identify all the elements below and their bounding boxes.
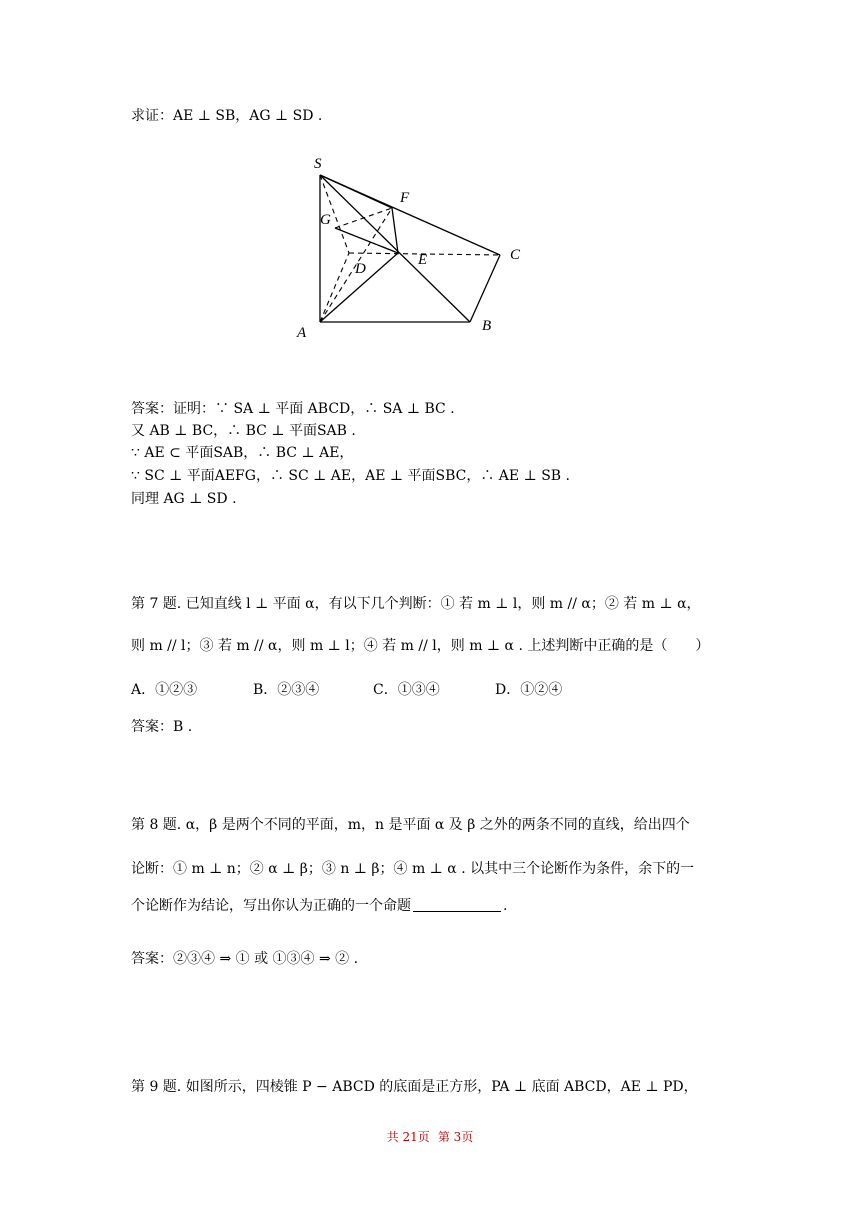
label-a: A: [297, 325, 307, 341]
label-g: G: [320, 212, 331, 228]
answer6-line5: 同理 AG ⊥ SD .: [131, 491, 237, 507]
q8-line3-end: .: [503, 898, 508, 914]
q8-answer: 答案：②③④ ⇒ ① 或 ①③④ ⇒ ② .: [131, 951, 359, 967]
answer-blank: [413, 897, 501, 912]
q8-line3: [131, 896, 507, 916]
q7-options: [131, 680, 562, 700]
label-s: S: [314, 156, 322, 172]
q7-option-d: D．①②④: [495, 682, 563, 698]
q9-line1: 第 9 题. 如图所示，四棱锥 P − ABCD 的底面是正方形，PA ⊥ 底面 ABCD，AE ⊥ PD，: [131, 1079, 698, 1095]
answer6-line2: 又 AB ⊥ BC，∴ BC ⊥ 平面SAB .: [131, 423, 356, 439]
proof-goal: 求证：AE ⊥ SB，AG ⊥ SD .: [131, 108, 323, 124]
q8-line3-text: 个论断作为结论，写出你认为正确的一个命题: [131, 898, 411, 914]
q8-line2: 论断：① m ⊥ n；② α ⊥ β；③ n ⊥ β；④ m ⊥ α . 以其中三个论断作为条件，余下的一: [131, 861, 695, 877]
label-c: C: [510, 247, 521, 263]
answer6-line1: 答案：证明：∵ SA ⊥ 平面 ABCD，∴ SA ⊥ BC .: [131, 401, 455, 417]
answer6-line4: ∵ SC ⊥ 平面AEFG，∴ SC ⊥ AE，AE ⊥ 平面SBC，∴ AE ⊥ SB .: [131, 468, 570, 484]
answer6-line3: ∵ AE ⊂ 平面SAB，∴ BC ⊥ AE，: [131, 445, 354, 461]
label-d: D: [355, 261, 366, 277]
footer-current-page: 第 3页: [437, 1130, 474, 1144]
footer-total-pages: 共 21页: [386, 1130, 430, 1144]
q7-option-a: A．①②③: [131, 682, 198, 698]
q7-answer: 答案：B .: [131, 719, 193, 735]
q8-line1: 第 8 题. α，β 是两个不同的平面，m，n 是平面 α 及 β 之外的两条不同的直线，给出四个: [131, 817, 690, 833]
label-f: F: [400, 190, 410, 206]
q7-option-c: C．①③④: [373, 682, 440, 698]
q7-option-b: B．②③④: [253, 682, 320, 698]
page-footer: [0, 1128, 860, 1145]
label-e: E: [418, 252, 428, 268]
q7-line2: 则 m // l；③ 若 m // α，则 m ⊥ l；④ 若 m // l，则 m ⊥ α . 上述判断中正确的是（ ）: [131, 638, 710, 654]
q7-line1: 第 7 题. 已知直线 l ⊥ 平面 α，有以下几个判断：① 若 m ⊥ l，则 m // α；② 若 m ⊥ α，: [131, 596, 701, 612]
label-b: B: [482, 318, 492, 334]
